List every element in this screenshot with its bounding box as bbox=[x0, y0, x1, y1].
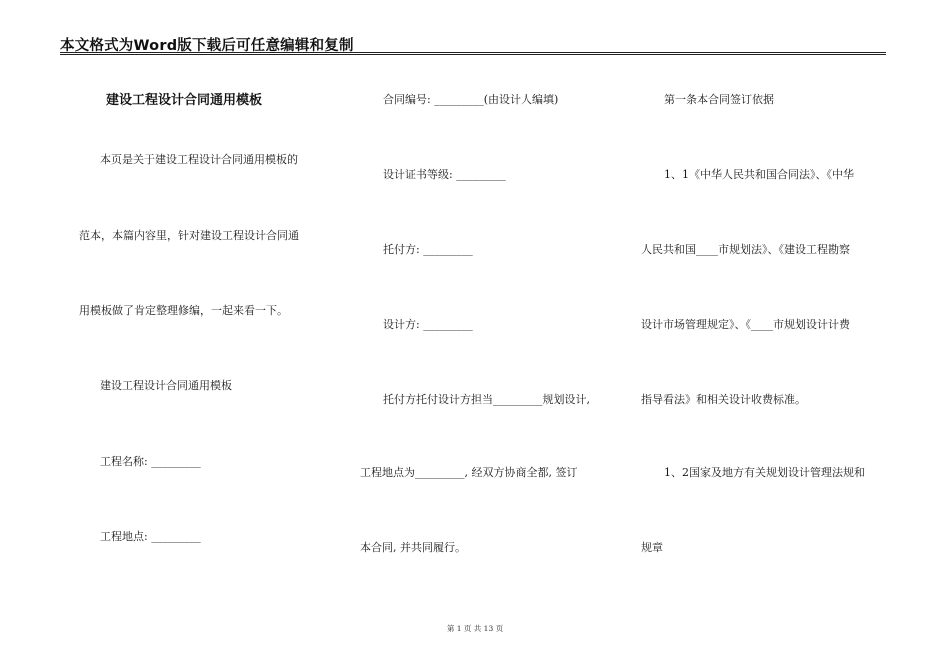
page-number: 第 1 页 共 13 页 bbox=[446, 624, 504, 633]
client-field: 托付方: _________ bbox=[383, 243, 473, 256]
basis-line-1: 1、1《中华人民共和国合同法》、《中华 bbox=[664, 168, 854, 181]
commission-text-2: 工程地点为_________, 经双方协商全都, 签订 bbox=[360, 466, 578, 479]
commission-text-3: 本合同, 并共同履行。 bbox=[360, 541, 466, 554]
intro-line-3: 用模板做了肯定整理修编，一起来看一下。 bbox=[79, 304, 288, 317]
certificate-level-field: 设计证书等级: _________ bbox=[383, 168, 506, 181]
basis-line-5: 1、2国家及地方有关规划设计管理法规和 bbox=[664, 466, 865, 479]
project-location-field: 工程地点: _________ bbox=[100, 530, 201, 543]
header-text: 本文格式为Word版下载后可任意编辑和复制 bbox=[60, 38, 354, 54]
contract-number-field: 合同编号: _________(由设计人编填) bbox=[383, 93, 559, 106]
basis-line-2: 人民共和国____市规划法》、《建设工程勘察 bbox=[641, 243, 850, 256]
commission-text-1: 托付方托付设计方担当_________规划设计, bbox=[383, 393, 590, 406]
project-name-field: 工程名称: _________ bbox=[100, 455, 201, 468]
intro-line-1: 本页是关于建设工程设计合同通用模板的 bbox=[100, 153, 298, 166]
basis-line-3: 设计市场管理规定》、《____市规划设计计费 bbox=[641, 318, 850, 331]
designer-field: 设计方: _________ bbox=[383, 318, 473, 331]
article-one-heading: 第一条本合同签订依据 bbox=[664, 93, 774, 106]
document-header bbox=[60, 34, 886, 52]
intro-line-2: 范本，本篇内容里，针对建设工程设计合同通 bbox=[79, 229, 299, 242]
header-divider bbox=[60, 52, 886, 55]
document-title: 建设工程设计合同通用模板 bbox=[106, 93, 263, 108]
basis-line-4: 指导看法》和相关设计收费标准。 bbox=[641, 393, 806, 406]
section-heading: 建设工程设计合同通用模板 bbox=[100, 379, 232, 392]
basis-line-6: 规章 bbox=[641, 541, 663, 554]
